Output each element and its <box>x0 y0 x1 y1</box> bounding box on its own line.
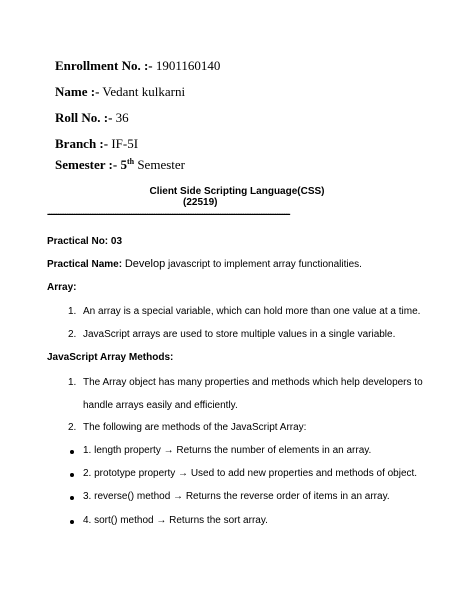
enrollment-line <box>55 58 220 74</box>
bullet-dot <box>70 473 74 477</box>
branch-line <box>55 136 138 152</box>
branch-label: Branch :- <box>55 136 109 151</box>
semester-number: 5 <box>120 157 127 172</box>
bullet-item: 1. length property → Returns the number of elements in an array. <box>83 445 372 456</box>
bullet-dot <box>70 450 74 454</box>
methods-heading: JavaScript Array Methods: <box>47 352 174 363</box>
course-code: (22519) <box>183 197 218 208</box>
methods-item-text: The Array object has many properties and methods which help developers to <box>83 377 423 388</box>
name-line <box>55 84 185 100</box>
practical-name-lead: Develop <box>124 258 166 270</box>
methods-item-text: The following are methods of the JavaScript Array: <box>83 422 307 433</box>
semester-line <box>55 157 185 173</box>
separator-line: ---------------------------------------------------------------------------------------------------------------------------------------- <box>47 209 290 220</box>
practical-name-line <box>47 258 362 270</box>
array-heading: Array: <box>47 282 77 293</box>
roll-value: 36 <box>115 110 129 125</box>
array-item-text: An array is a special variable, which can hold more than one value at a time. <box>83 306 421 317</box>
bullet-item: 4. sort() method → Returns the sort array. <box>83 515 268 526</box>
practical-name-value: javascript to implement array functionalities. <box>167 259 362 270</box>
semester-value: Semester <box>137 157 185 172</box>
array-item-text: JavaScript arrays are used to store multiple values in a single variable. <box>83 329 396 340</box>
practical-name-label: Practical Name: <box>47 259 123 270</box>
methods-item-num: 1. <box>68 377 77 388</box>
name-label: Name :- <box>55 84 100 99</box>
bullet-dot <box>70 520 74 524</box>
array-item-num: 1. <box>68 306 77 317</box>
methods-item-text-continued: handle arrays easily and efficiently. <box>83 400 238 411</box>
practical-number: Practical No: 03 <box>47 236 123 247</box>
roll-label: Roll No. :- <box>55 110 113 125</box>
bullet-item: 3. reverse() method → Returns the reverse order of items in an array. <box>83 491 390 502</box>
methods-item-num: 2. <box>68 422 77 433</box>
semester-label: Semester :- <box>55 157 118 172</box>
enrollment-value: 1901160140 <box>155 58 221 73</box>
bullet-dot <box>70 496 74 500</box>
semester-superscript: th <box>126 157 135 166</box>
roll-line <box>55 110 129 126</box>
bullet-item: 2. prototype property → Used to add new properties and methods of object. <box>83 468 418 479</box>
enrollment-label: Enrollment No. :- <box>55 58 153 73</box>
branch-value: IF-5I <box>111 136 139 151</box>
array-item-num: 2. <box>68 329 77 340</box>
course-title: Client Side Scripting Language(CSS) <box>149 186 325 197</box>
name-value: Vedant kulkarni <box>102 84 186 99</box>
